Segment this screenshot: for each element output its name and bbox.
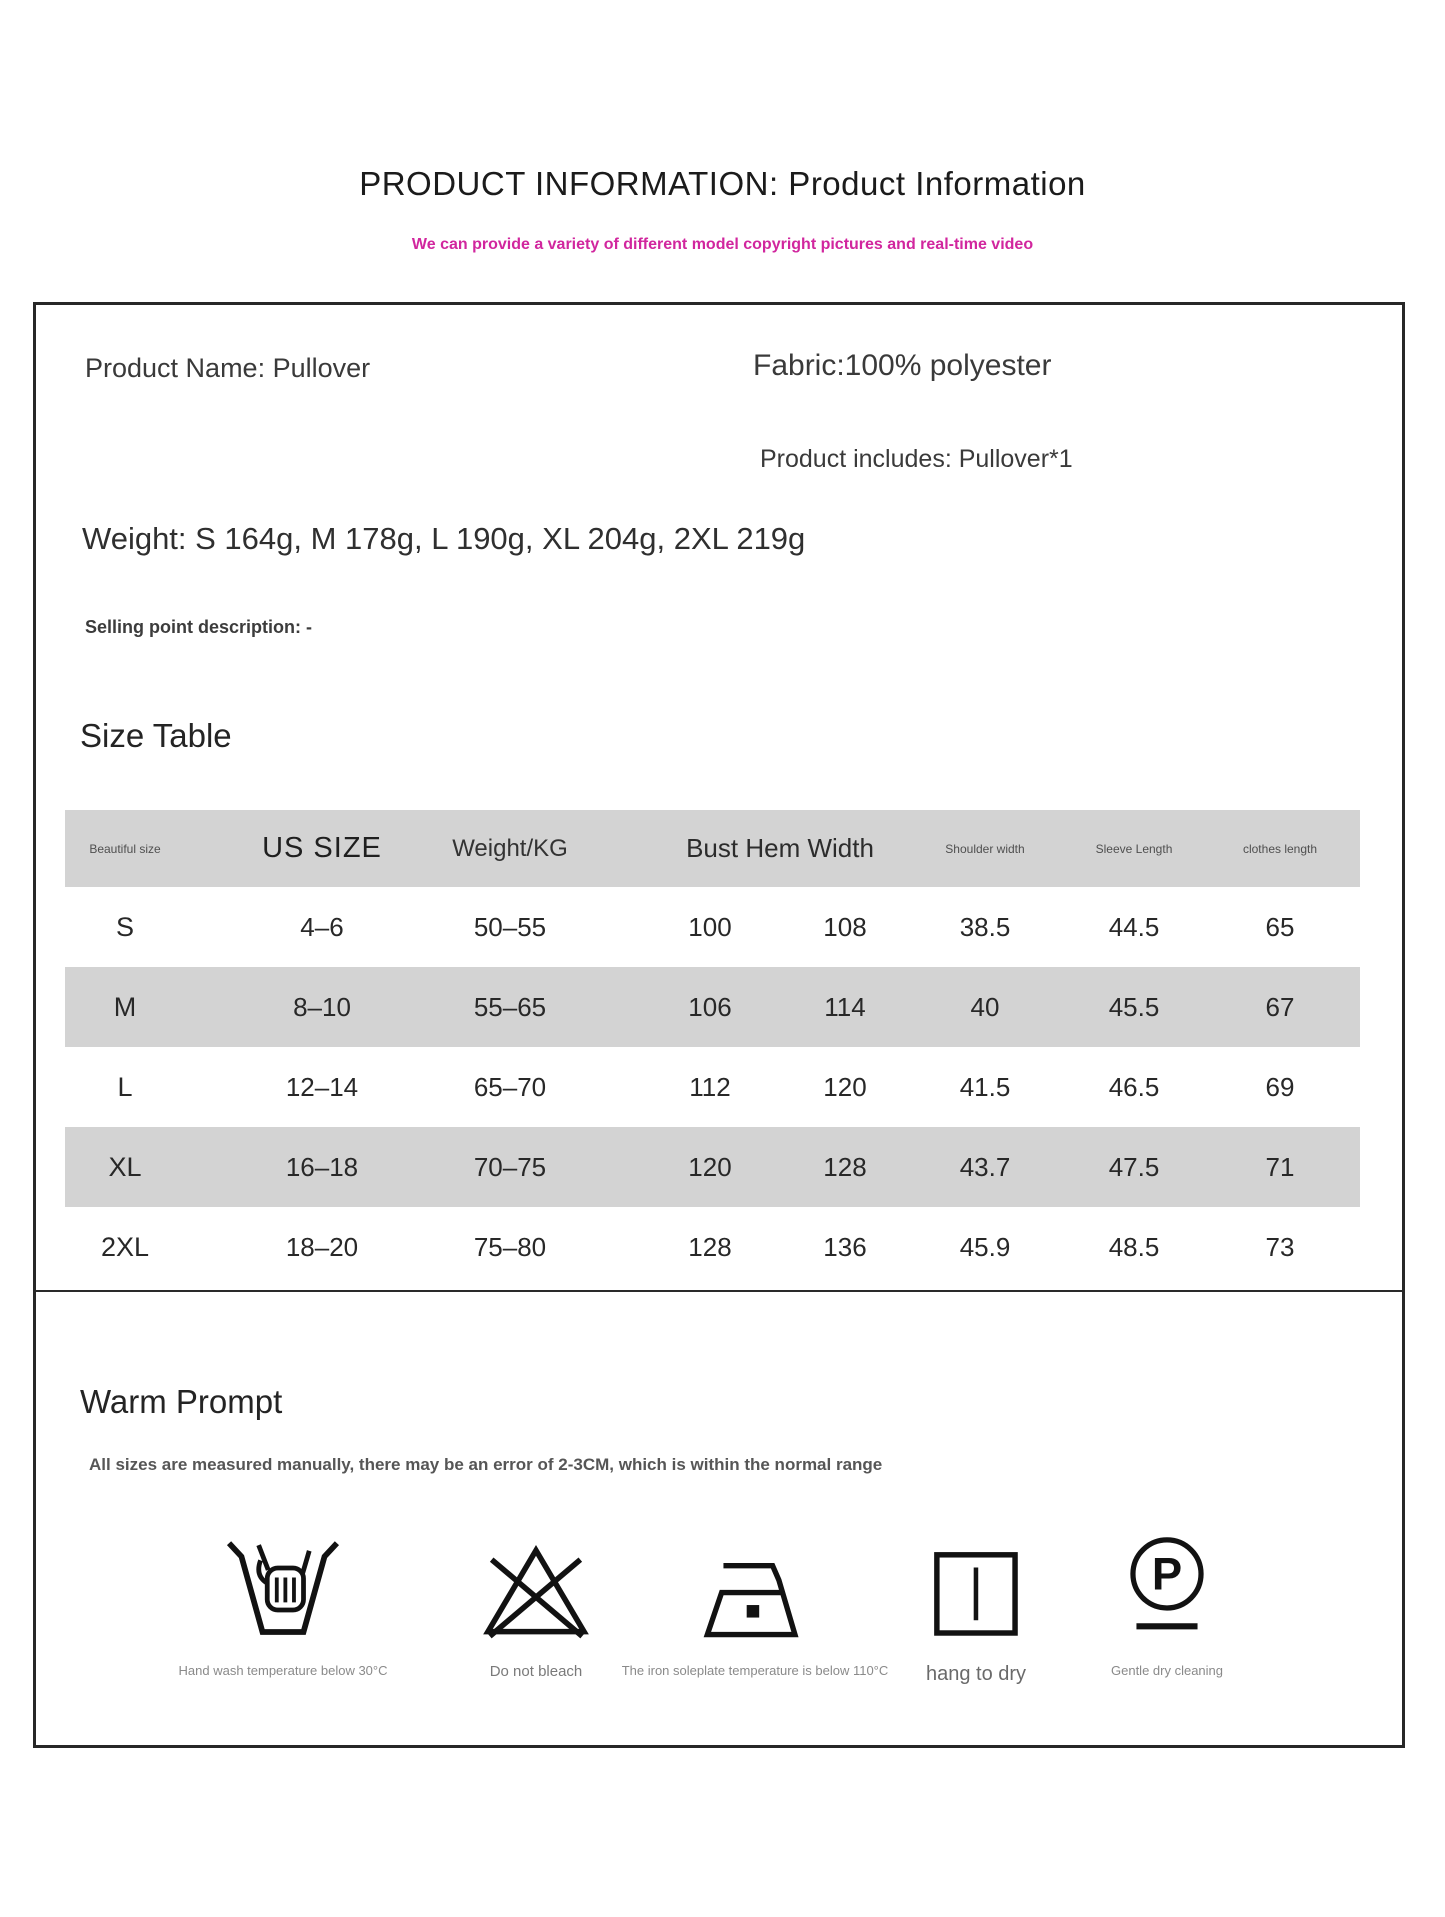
cell-bust: 100 [688, 911, 732, 942]
cell-sleeve: 48.5 [1108, 1231, 1160, 1262]
table-row [65, 967, 1360, 1047]
cell-bust: 120 [688, 1151, 732, 1182]
cell-size: 2XL [100, 1231, 150, 1262]
hang-to-dry-icon [926, 1531, 1026, 1639]
cell-weight: 65–70 [473, 1071, 547, 1102]
care-label: hang to dry [925, 1663, 1027, 1685]
cell-clothes: 71 [1265, 1151, 1295, 1182]
header-us-size: US SIZE [262, 832, 382, 864]
cell-size: S [115, 911, 135, 942]
cell-weight: 75–80 [473, 1231, 547, 1262]
product-info-box [33, 302, 1405, 1748]
cell-bust: 106 [688, 991, 732, 1022]
cell-weight: 55–65 [473, 991, 547, 1022]
header-shoulder: Shoulder width [945, 841, 1025, 856]
size-table [65, 810, 1360, 1287]
cell-clothes: 65 [1265, 911, 1295, 942]
cell-sleeve: 44.5 [1108, 911, 1160, 942]
cell-shoulder: 43.7 [959, 1151, 1011, 1182]
table-row [65, 1127, 1360, 1207]
header-weight: Weight/KG [452, 834, 568, 862]
selling-point-text: Selling point description: - [85, 617, 312, 637]
cell-size: XL [108, 1151, 142, 1182]
care-item-dry-clean [1111, 1531, 1223, 1678]
cell-us-size: 12–14 [285, 1071, 359, 1102]
cell-hem: 136 [823, 1231, 867, 1262]
size-table-heading: Size Table [80, 717, 232, 754]
care-label: The iron soleplate temperature is below 110°C [621, 1663, 889, 1678]
care-item-iron [622, 1531, 889, 1678]
header-sleeve: Sleeve Length [1095, 841, 1173, 856]
dry-clean-p-glyph: P [1151, 1548, 1183, 1600]
page-title: PRODUCT INFORMATION: Product Information [359, 165, 1086, 202]
care-label: Hand wash temperature below 30°C [178, 1663, 388, 1678]
cell-bust: 112 [689, 1071, 731, 1102]
care-label: Do not bleach [489, 1663, 583, 1680]
iron-low-temp-icon [622, 1531, 889, 1639]
cell-weight: 50–55 [473, 911, 547, 942]
page-subtitle: We can provide a variety of different model copyright pictures and real-time video [411, 236, 1034, 253]
header-clothes: clothes length [1242, 841, 1318, 856]
header-size: Beautiful size [89, 841, 161, 856]
cell-us-size: 16–18 [285, 1151, 359, 1182]
cell-weight: 70–75 [473, 1151, 547, 1182]
care-label: Gentle dry cleaning [1110, 1663, 1224, 1678]
care-item-hang-to-dry [926, 1531, 1026, 1686]
cell-size: M [113, 991, 137, 1022]
cell-clothes: 67 [1265, 991, 1295, 1022]
cell-shoulder: 41.5 [959, 1071, 1011, 1102]
care-item-do-not-bleach [475, 1531, 597, 1680]
warm-prompt-heading: Warm Prompt [80, 1383, 283, 1420]
product-includes-text: Product includes: Pullover*1 [760, 445, 1073, 473]
table-row [65, 1047, 1360, 1127]
cell-sleeve: 45.5 [1108, 991, 1160, 1022]
cell-size: L [117, 1071, 133, 1102]
cell-us-size: 8–10 [293, 991, 351, 1022]
cell-hem: 114 [824, 991, 866, 1022]
cell-shoulder: 38.5 [959, 911, 1011, 942]
section-divider [36, 1290, 1402, 1292]
table-row [65, 887, 1360, 967]
cell-clothes: 69 [1265, 1071, 1295, 1102]
dry-clean-gentle-icon [1111, 1531, 1223, 1639]
care-item-hand-wash [179, 1531, 388, 1678]
cell-hem: 128 [823, 1151, 867, 1182]
weight-text: Weight: S 164g, M 178g, L 190g, XL 204g, 2XL 219g [82, 521, 806, 556]
fabric-text: Fabric:100% polyester [753, 349, 1052, 382]
cell-sleeve: 46.5 [1108, 1071, 1160, 1102]
cell-shoulder: 45.9 [959, 1231, 1011, 1262]
warm-prompt-note: All sizes are measured manually, there may be an error of 2-3CM, which is within the normal range [89, 1455, 883, 1474]
hand-wash-icon [179, 1531, 388, 1639]
cell-us-size: 4–6 [300, 911, 344, 942]
cell-sleeve: 47.5 [1108, 1151, 1160, 1182]
header-bust-hem: Bust Hem Width [686, 833, 874, 863]
cell-us-size: 18–20 [285, 1231, 359, 1262]
cell-clothes: 73 [1265, 1231, 1295, 1262]
cell-hem: 120 [823, 1071, 867, 1102]
do-not-bleach-icon [475, 1531, 597, 1639]
table-row [65, 1207, 1360, 1287]
size-table-header-row [65, 810, 1360, 887]
cell-bust: 128 [688, 1231, 732, 1262]
cell-hem: 108 [823, 911, 867, 942]
product-name-text: Product Name: Pullover [85, 353, 371, 383]
cell-shoulder: 40 [970, 991, 1000, 1022]
